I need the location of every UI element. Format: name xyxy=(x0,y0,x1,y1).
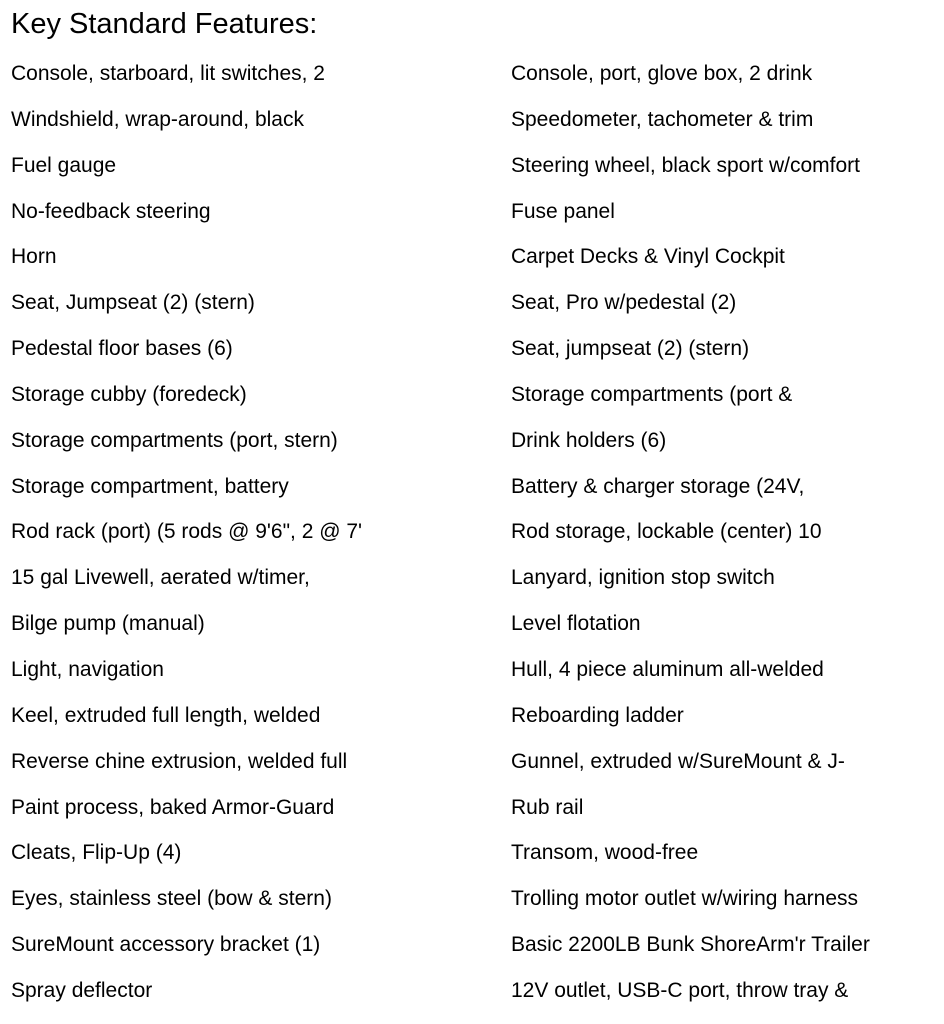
feature-item: Basic 2200LB Bunk ShoreArm'r Trailer xyxy=(511,933,870,957)
feature-item: Rub rail xyxy=(511,795,584,819)
feature-item: Trolling motor outlet w/wiring harness xyxy=(511,887,859,911)
left-feature-list xyxy=(11,58,491,1021)
feature-item: Seat, jumpseat (2) (stern) xyxy=(511,337,750,361)
feature-item: Fuse panel xyxy=(511,199,615,223)
feature-item: SureMount accessory bracket (1) xyxy=(11,933,321,957)
feature-item: Console, starboard, lit switches, 2 xyxy=(11,62,325,85)
feature-item: Bilge pump (manual) xyxy=(11,612,205,636)
feature-item: Pedestal floor bases (6) xyxy=(11,337,233,361)
feature-item: Drink holders (6) xyxy=(511,428,667,452)
feature-item: 12V outlet, USB-C port, throw tray & xyxy=(511,978,849,1002)
feature-item: 15 gal Livewell, aerated w/timer, xyxy=(11,566,310,590)
feature-item: Speedometer, tachometer & trim xyxy=(511,107,814,131)
feature-item: Keel, extruded full length, welded xyxy=(11,703,321,727)
feature-item: Windshield, wrap-around, black xyxy=(11,107,304,131)
feature-item: Storage compartment, battery xyxy=(11,474,289,498)
feature-item: Rod rack (port) (5 rods @ 9'6", 2 @ 7' xyxy=(11,520,363,544)
feature-item: Fuel gauge xyxy=(11,153,117,177)
feature-item: Light, navigation xyxy=(11,657,164,681)
page-title: Key Standard Features: xyxy=(11,8,318,40)
feature-item: Steering wheel, black sport w/comfort xyxy=(511,153,860,177)
feature-item: Carpet Decks & Vinyl Cockpit xyxy=(511,245,785,269)
feature-item: Gunnel, extruded w/SureMount & J- xyxy=(511,749,845,773)
feature-item: Reverse chine extrusion, welded full xyxy=(11,749,348,773)
feature-item: Level flotation xyxy=(511,612,641,636)
feature-item: Battery & charger storage (24V, xyxy=(511,474,805,498)
feature-item: Hull, 4 piece aluminum all-welded xyxy=(511,657,824,681)
feature-item: Lanyard, ignition stop switch xyxy=(511,566,775,590)
feature-item: Console, port, glove box, 2 drink xyxy=(511,62,813,85)
feature-item: No-feedback steering xyxy=(11,199,211,223)
feature-item: Seat, Pro w/pedestal (2) xyxy=(511,291,737,315)
feature-item: Cleats, Flip-Up (4) xyxy=(11,841,182,865)
feature-item: Transom, wood-free xyxy=(511,841,699,865)
feature-item: Reboarding ladder xyxy=(511,703,684,727)
feature-item: Paint process, baked Armor-Guard xyxy=(11,795,335,819)
feature-item: Horn xyxy=(11,245,57,269)
feature-item: Rod storage, lockable (center) 10 xyxy=(511,520,822,544)
feature-item: Storage compartments (port & xyxy=(511,382,793,406)
feature-item: Seat, Jumpseat (2) (stern) xyxy=(11,291,255,315)
feature-item: Eyes, stainless steel (bow & stern) xyxy=(11,887,332,911)
feature-item: Storage compartments (port, stern) xyxy=(11,428,338,452)
right-feature-list xyxy=(511,58,941,1021)
feature-item: Storage cubby (foredeck) xyxy=(11,382,247,406)
feature-item: Spray deflector xyxy=(11,978,153,1002)
